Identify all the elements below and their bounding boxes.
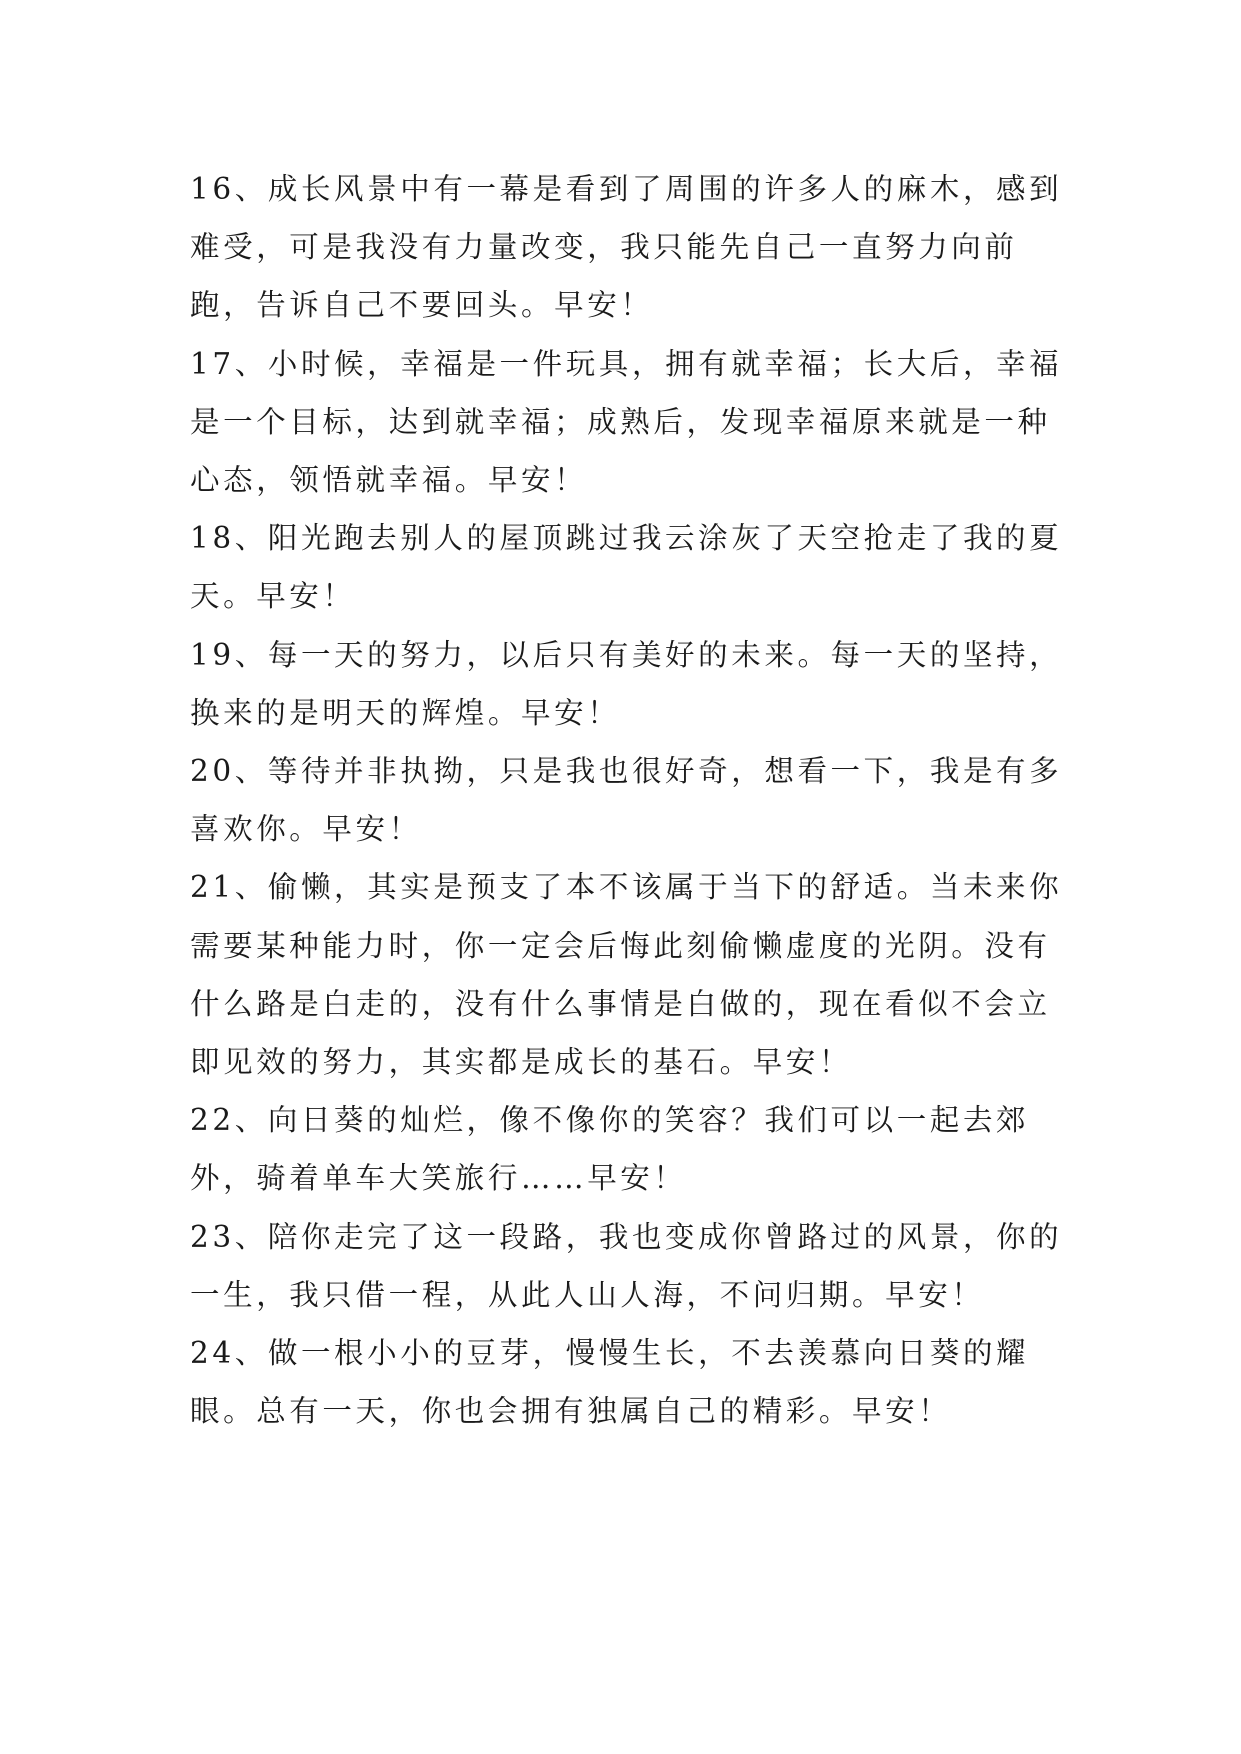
- paragraph-24: 24、做一根小小的豆芽，慢慢生长，不去羡慕向日葵的耀眼。总有一天，你也会拥有独属自己的精彩。早安！: [190, 1336, 1030, 1429]
- paragraph-21: 21、偷懒，其实是预支了本不该属于当下的舒适。当未来你需要某种能力时，你一定会后悔此刻偷懒虚度的光阴。没有什么路是白走的，没有什么事情是白做的，现在看似不会立即见效的努力，其实都是成长的基石。早安！: [190, 870, 1063, 1080]
- paragraph-16: 16、成长风景中有一幕是看到了周围的许多人的麻木，感到难受，可是我没有力量改变，我只能先自己一直努力向前跑，告诉自己不要回头。早安！: [190, 172, 1063, 323]
- paragraph-18: 18、阳光跑去别人的屋顶跳过我云涂灰了天空抢走了我的夏天。早安！: [190, 521, 1063, 614]
- paragraph-22: 22、向日葵的灿烂，像不像你的笑容？我们可以一起去郊外，骑着单车大笑旅行……早安！: [190, 1103, 1030, 1196]
- document-body: [190, 160, 1065, 1440]
- paragraph-17: 17、小时候，幸福是一件玩具，拥有就幸福；长大后，幸福是一个目标，达到就幸福；成熟后，发现幸福原来就是一种心态，领悟就幸福。早安！: [190, 346, 1063, 498]
- paragraph-19: 19、每一天的努力，以后只有美好的未来。每一天的坚持，换来的是明天的辉煌。早安！: [190, 637, 1063, 730]
- paragraph-20: 20、等待并非执拗，只是我也很好奇，想看一下，我是有多喜欢你。早安！: [190, 754, 1063, 847]
- paragraph-23: 23、陪你走完了这一段路，我也变成你曾路过的风景，你的一生，我只借一程，从此人山人海，不问归期。早安！: [190, 1219, 1063, 1312]
